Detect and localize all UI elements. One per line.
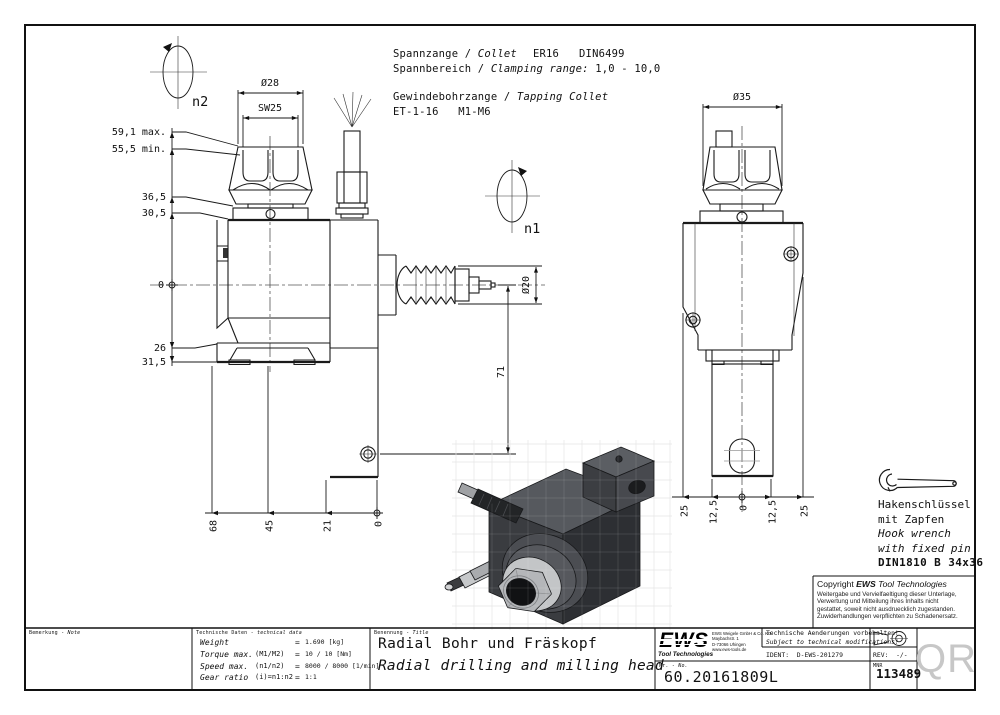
gear-label: Gear ratio [200, 673, 249, 683]
tech-row-gear [200, 672, 379, 684]
modifications-note [766, 630, 899, 647]
qr-placeholder: QR [915, 636, 977, 681]
dim-dia20: Ø20 [521, 275, 532, 295]
dim-len-max: 59,1 max. [111, 127, 166, 138]
company-line1: EWS Weigele GmbH & Co. KG [712, 631, 772, 636]
tech-row-torque [200, 649, 379, 661]
front-view-dimensions [166, 90, 542, 519]
ident-number: IDENT: D-EWS-201279 [766, 651, 843, 659]
gear-eq: = [295, 673, 300, 683]
tech-row-speed [200, 661, 379, 673]
dim-30-5: 30,5 [141, 208, 166, 219]
collet-notes [393, 47, 660, 120]
torque-label: Torque max. [200, 649, 253, 659]
dim-21: 21 [322, 519, 334, 532]
speed-eq: = [295, 661, 300, 671]
copyright-l2: Verwertung und Mitteilung ihres Inhalts nicht [817, 598, 939, 606]
collet-label-en: Collet [477, 48, 517, 60]
dim-zero-right-view: 0 [738, 504, 750, 511]
side-view-dimensions [672, 104, 814, 503]
copyright-brand-sub: Tool Technologies [875, 579, 947, 589]
iso-3d-view [445, 440, 672, 630]
weight-label: Weight [200, 638, 229, 647]
dim-31-5: 31,5 [141, 357, 166, 368]
copyright-title [817, 579, 973, 589]
clamping-range-line [393, 62, 660, 77]
speed-value: 8000 / 8000 [1/min] [305, 661, 380, 670]
dim-36-5: 36,5 [141, 192, 166, 203]
wrench-din: DIN1810 B 34x36 [878, 556, 984, 569]
dim-68: 68 [208, 519, 220, 532]
company-line2: Maybachstr. 1 [712, 636, 739, 642]
note-label-de: Bemerkung - [29, 630, 68, 636]
tapping-collet-line [393, 90, 660, 105]
title-label-en: Title [412, 630, 429, 636]
nr-label-de: Nr. - [659, 663, 679, 669]
tech-label-en: technical data [257, 630, 302, 636]
note-cell-label [29, 630, 80, 636]
ews-logo-subtitle: Tool Technologies [658, 651, 714, 658]
side-view-geometry [683, 131, 803, 476]
dim-zero-left: 0 [157, 280, 164, 291]
label-n2: n2 [192, 94, 209, 110]
collet-type: ER16 [532, 48, 560, 60]
copyright-l4: Zuwiderhandlungen verpflichten zu Schadenersatz. [817, 613, 958, 621]
collet-norm: DIN6499 [579, 48, 625, 60]
wrench-en2: with fixed pin [878, 541, 971, 555]
mnr-value: 113489 [876, 666, 922, 681]
speed-mid: (n1/n2) [255, 661, 285, 670]
nr-label-en: No. [678, 663, 688, 669]
tapping-label-de: Gewindebohrzange / [393, 91, 511, 103]
hook-wrench-icon [879, 469, 956, 491]
dim-71: 71 [496, 365, 507, 379]
speed-label: Speed max. [200, 661, 249, 671]
company-line3: D-73066 Uhingen [712, 641, 746, 647]
front-view-dimension-labels [112, 77, 540, 532]
revision: REV: -/- [873, 651, 908, 659]
dim-12-5-left: 12,5 [708, 499, 720, 524]
dim-zero-bottom: 0 [373, 520, 385, 527]
company-line4: www.ews-tools.de [712, 646, 747, 652]
torque-eq: = [295, 649, 300, 659]
note-label-en: Note [67, 630, 81, 636]
range-label-en: Clamping range: [490, 63, 589, 75]
label-n1: n1 [524, 221, 541, 237]
gear-mid: (i)=n1:n2 [255, 673, 293, 682]
dim-len-min: 55,5 min. [111, 144, 166, 155]
copyright-brand: EWS [856, 579, 876, 589]
title-label-de: Benennung - [374, 630, 413, 636]
tech-label-de: Technische Daten - [196, 630, 257, 636]
collet-note-line1 [393, 47, 660, 62]
ews-logo-stripe [659, 639, 708, 641]
tapping-label-en: Tapping Collet [516, 91, 609, 103]
copyright-block [817, 579, 973, 621]
dim-26: 26 [153, 343, 166, 354]
tech-row-weight [200, 637, 379, 649]
wrench-en1: Hook wrench [878, 527, 951, 540]
dim-12-5-right: 12,5 [767, 499, 779, 524]
wrench-de2: mit Zapfen [878, 512, 945, 526]
range-value: 1,0 - 10,0 [595, 63, 661, 75]
ews-logo-stripe2 [659, 644, 708, 646]
dim-dia35: Ø35 [732, 92, 752, 103]
mods-en: Subject to technical modifications! [766, 638, 899, 646]
torque-value: 10 / 10 [Nm] [305, 649, 352, 658]
dim-sw25: SW25 [257, 103, 283, 114]
weight-value: 1.690 [kg] [305, 638, 345, 646]
company-address [712, 631, 771, 652]
dim-dia28: Ø28 [260, 78, 280, 89]
iso-model [445, 447, 654, 627]
mnr-label: MNR [873, 662, 883, 669]
tapping-collet-value: ET-1-16 M1-M6 [393, 106, 491, 118]
dim-45: 45 [264, 519, 276, 532]
technical-data-table [200, 637, 379, 684]
techdata-cell-label [196, 630, 302, 636]
ews-logo [659, 629, 708, 653]
hook-wrench-note [878, 498, 983, 571]
dim-25-left: 25 [679, 504, 691, 517]
copyright-l1: Weitergabe und Vervielfaeltigung dieser Unterlage, [817, 591, 957, 598]
copyright-l3: gestattet, soweit nicht ausdruecklich zugestanden. [817, 605, 955, 613]
side-view [672, 91, 814, 524]
range-label-de: Spannbereich / [393, 63, 485, 75]
dim-25-right: 25 [799, 504, 811, 517]
torque-mid: (M1/M2) [255, 649, 285, 658]
weight-mid [255, 637, 295, 649]
front-view-geometry [217, 92, 495, 477]
wrench-de1: Hakenschlüssel [878, 498, 971, 511]
drawing-title-de: Radial Bohr und Fräskopf [378, 636, 598, 652]
gear-value: 1:1 [305, 673, 317, 682]
drawing-title-en: Radial drilling and milling head [378, 658, 664, 674]
collet-label-de: Spannzange / [393, 48, 472, 60]
mods-de: Technische Aenderungen vorbehalten! [766, 630, 899, 637]
weight-eq: = [295, 638, 300, 647]
drawing-number: 60.20161809L [664, 668, 779, 686]
copyright-prefix: Copyright [817, 579, 857, 589]
